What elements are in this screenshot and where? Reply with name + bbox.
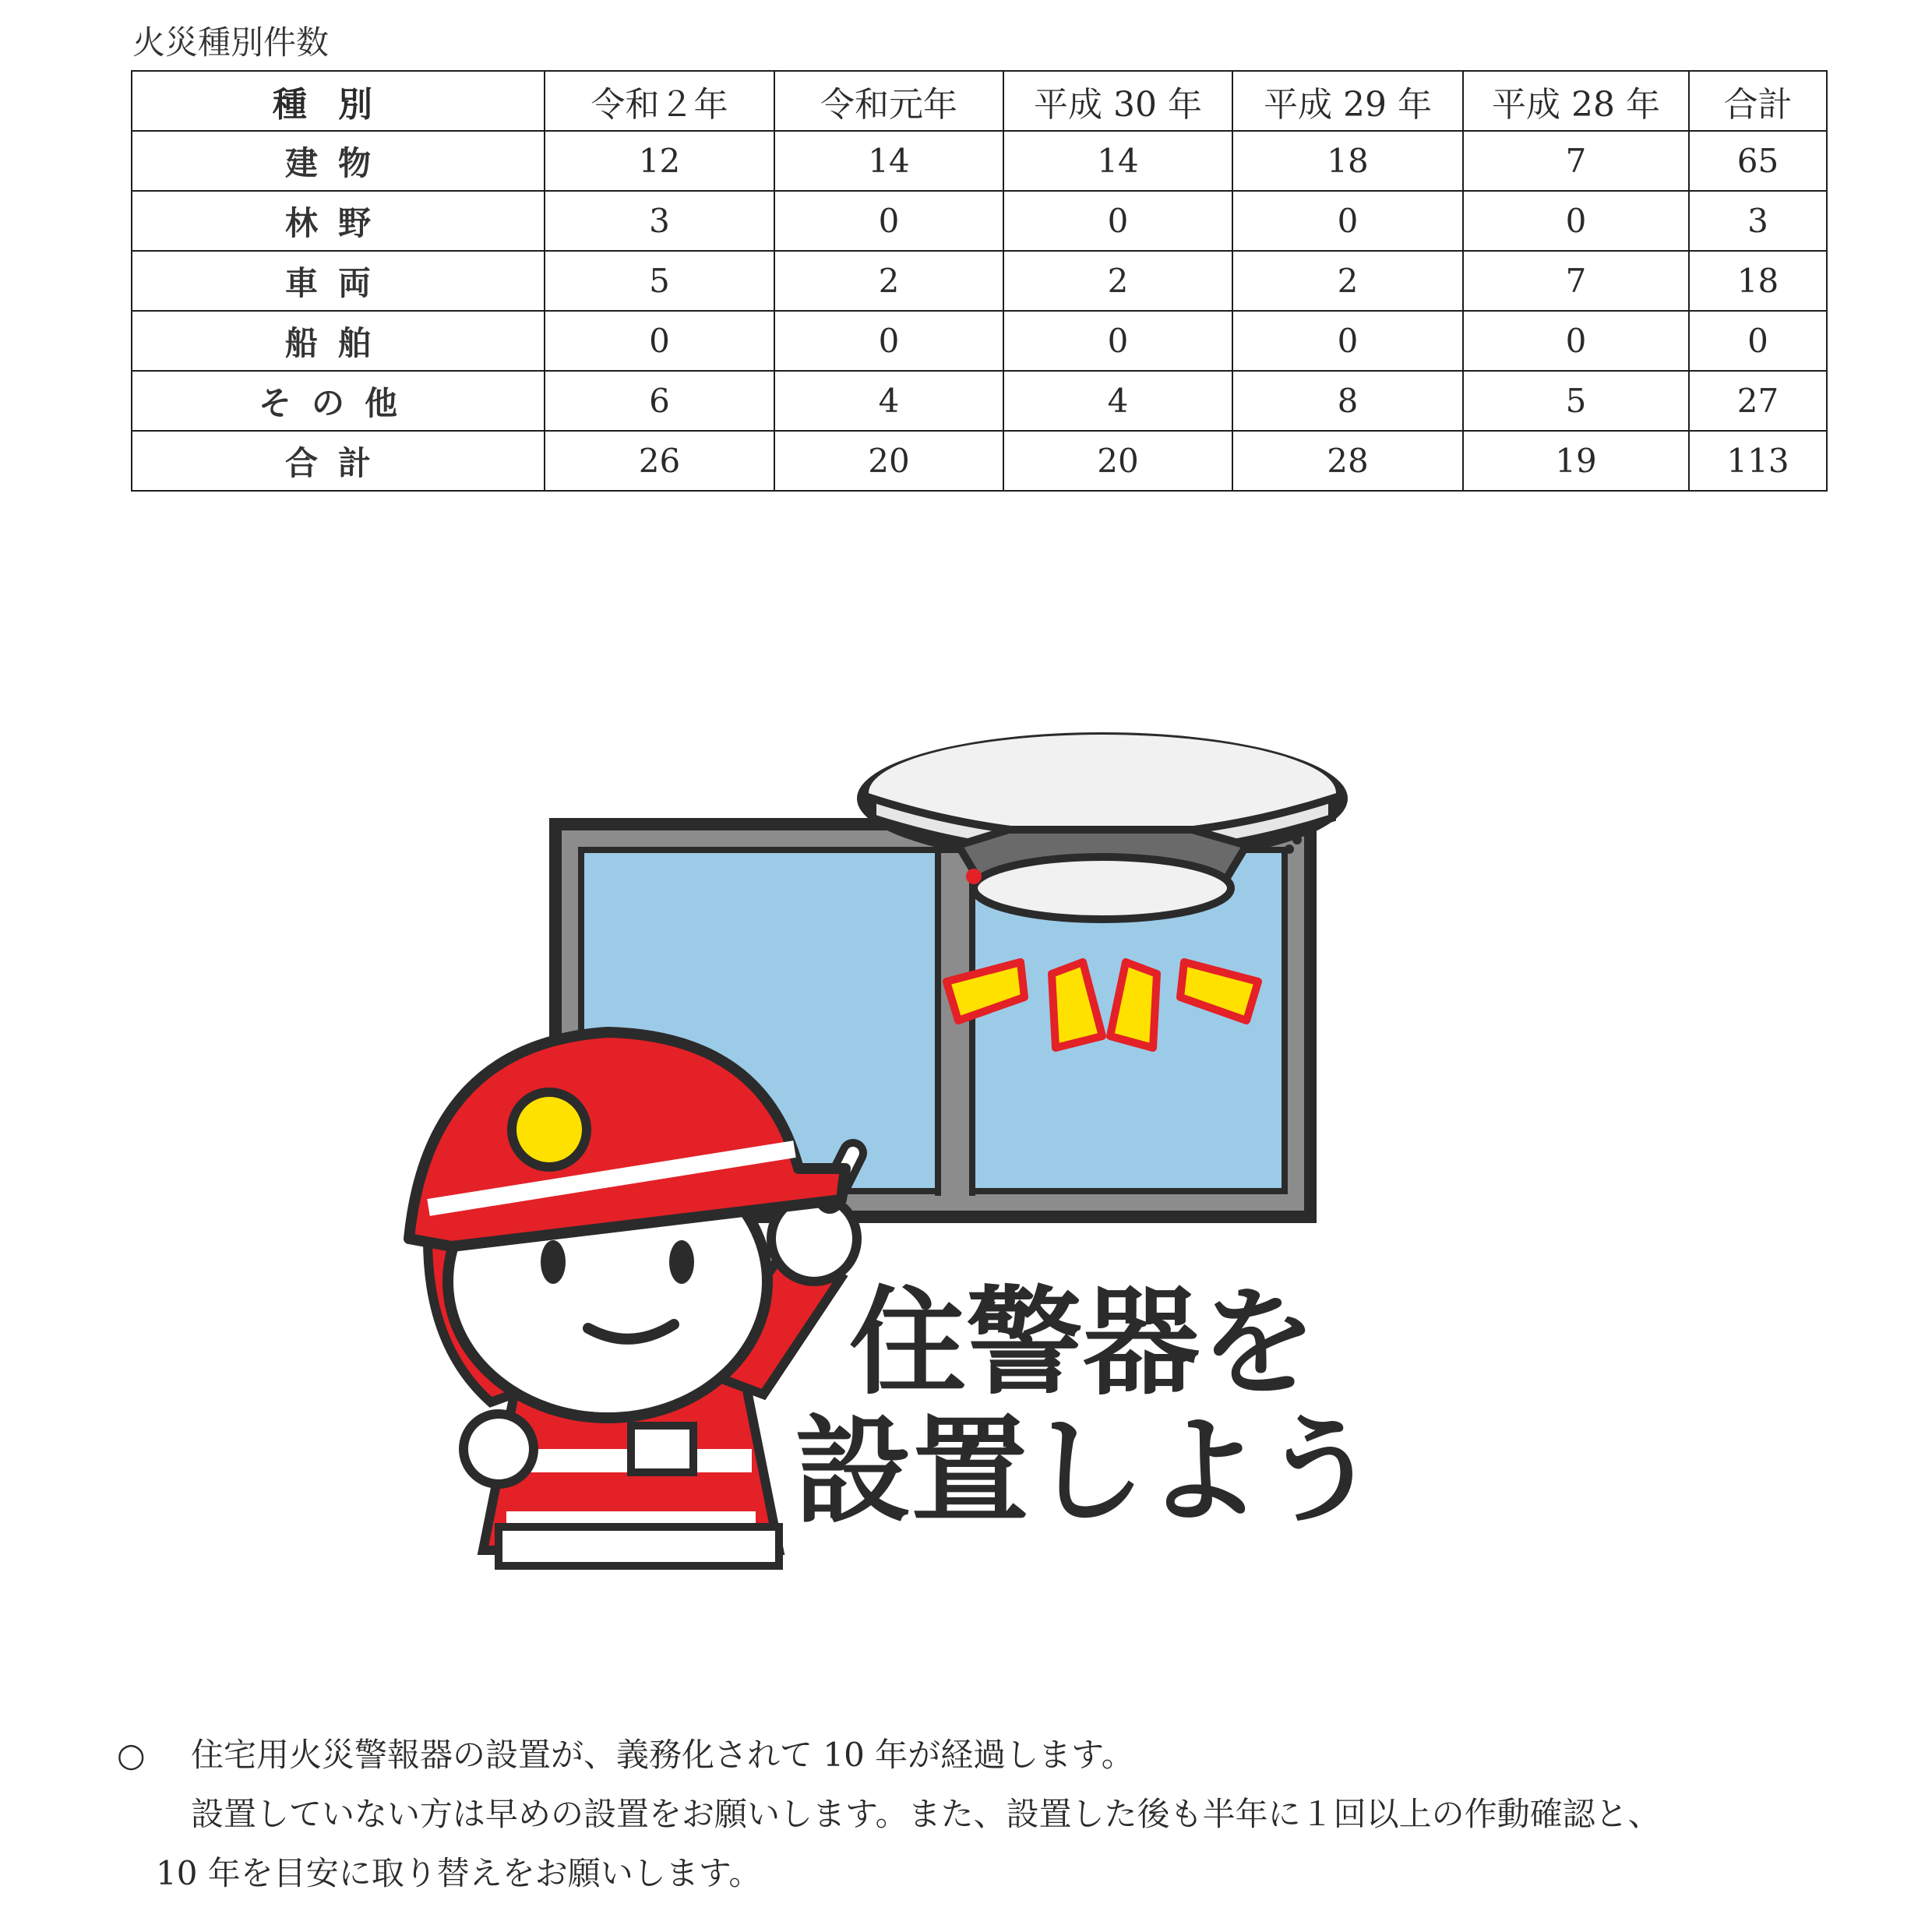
table-cell: 3	[1689, 191, 1827, 251]
column-header-h29: 平成 29 年	[1232, 71, 1463, 131]
table-cell: 20	[1003, 431, 1232, 491]
table-cell: 0	[545, 311, 774, 371]
column-header-r2: 令和２年	[545, 71, 774, 131]
table-cell: 0	[1003, 191, 1232, 251]
column-header-r1: 令和元年	[774, 71, 1003, 131]
table-cell: 2	[1003, 251, 1232, 311]
table-cell: 18	[1232, 131, 1463, 191]
table-cell: 113	[1689, 431, 1827, 491]
table-row	[132, 311, 1827, 371]
table-cell: 6	[545, 371, 774, 431]
table-title: 火災種別件数	[132, 23, 330, 62]
column-header-h30: 平成 30 年	[1003, 71, 1232, 131]
row-label: その他	[132, 371, 545, 431]
notice-line-2: 設置していない方は早めの設置をお願いします。また、設置した後も半年に１回以上の作動確認と、	[191, 1795, 1661, 1833]
table-row	[132, 191, 1827, 251]
table-cell: 4	[774, 371, 1003, 431]
table-cell: 65	[1689, 131, 1827, 191]
row-label: 合計	[132, 431, 545, 491]
table-cell: 0	[1689, 311, 1827, 371]
table-header-row	[132, 71, 1827, 131]
table-cell: 8	[1232, 371, 1463, 431]
table-cell: 0	[1232, 311, 1463, 371]
table-cell: 2	[774, 251, 1003, 311]
table-cell: 0	[774, 311, 1003, 371]
table-cell: 26	[545, 431, 774, 491]
notice-bullet-icon: ○	[117, 1736, 146, 1774]
table-cell: 0	[1232, 191, 1463, 251]
table-cell: 7	[1463, 131, 1689, 191]
table-cell: 14	[774, 131, 1003, 191]
table-cell: 7	[1463, 251, 1689, 311]
fire-type-count-table	[131, 70, 1828, 492]
column-header-total: 合計	[1689, 71, 1827, 131]
table-row	[132, 251, 1827, 311]
table-cell: 27	[1689, 371, 1827, 431]
table-cell: 0	[1463, 311, 1689, 371]
row-label: 林野	[132, 191, 545, 251]
table-cell: 2	[1232, 251, 1463, 311]
column-header-kind: 種別	[132, 71, 545, 131]
table-cell: 0	[1003, 311, 1232, 371]
column-header-h28: 平成 28 年	[1463, 71, 1689, 131]
table-cell: 28	[1232, 431, 1463, 491]
row-label: 車両	[132, 251, 545, 311]
table-cell: 12	[545, 131, 774, 191]
table-cell: 5	[545, 251, 774, 311]
table-cell: 0	[774, 191, 1003, 251]
table-cell: 14	[1003, 131, 1232, 191]
notice-block	[117, 1726, 1661, 1903]
table-row	[132, 431, 1827, 491]
row-label: 船舶	[132, 311, 545, 371]
poster-slogan-line1: 住警器を	[849, 1275, 1317, 1411]
table-cell: 19	[1463, 431, 1689, 491]
poster-slogan-line2: 設置しよう	[795, 1404, 1380, 1539]
table-cell: 20	[774, 431, 1003, 491]
table-cell: 5	[1463, 371, 1689, 431]
table-cell: 4	[1003, 371, 1232, 431]
table-row	[132, 371, 1827, 431]
table-cell: 3	[545, 191, 774, 251]
smoke-alarm-illustration	[374, 701, 1449, 1574]
notice-line-1: 住宅用火災警報器の設置が、義務化されて 10 年が経過します。	[191, 1736, 1134, 1774]
table-row	[132, 131, 1827, 191]
table-cell: 18	[1689, 251, 1827, 311]
table-cell: 0	[1463, 191, 1689, 251]
row-label: 建物	[132, 131, 545, 191]
notice-line-3: 10 年を目安に取り替えをお願いします。	[156, 1854, 762, 1892]
